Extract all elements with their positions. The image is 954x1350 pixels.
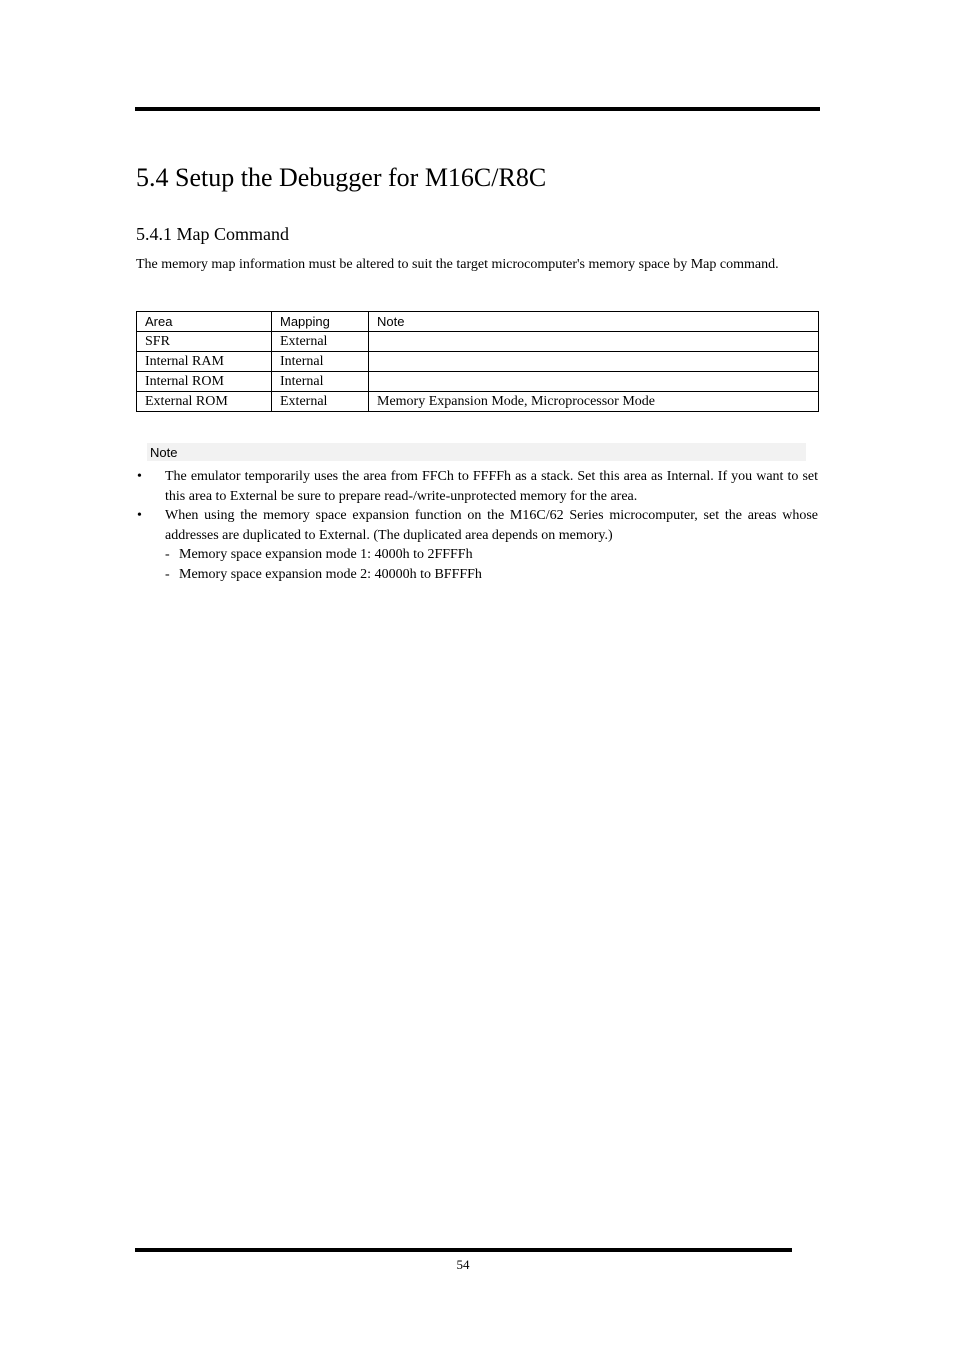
cell-mapping: External xyxy=(272,332,369,352)
note-label: Note xyxy=(150,445,178,460)
table-row xyxy=(137,332,819,352)
header-mapping: Mapping xyxy=(272,312,369,332)
intro-paragraph: The memory map information must be altered to suit the target microcomputer's memory space by Map command. xyxy=(136,257,779,272)
cell-note xyxy=(369,332,819,352)
cell-area: SFR xyxy=(137,332,272,352)
table-header-row xyxy=(137,312,819,332)
header-area: Area xyxy=(137,312,272,332)
table-row xyxy=(137,352,819,372)
cell-area: External ROM xyxy=(137,392,272,412)
sub-list-item xyxy=(165,545,818,565)
header-note: Note xyxy=(369,312,819,332)
table-row xyxy=(137,372,819,392)
cell-note xyxy=(369,372,819,392)
cell-mapping: External xyxy=(272,392,369,412)
dash-icon: - xyxy=(165,566,170,582)
list-item xyxy=(136,467,818,506)
cell-area: Internal ROM xyxy=(137,372,272,392)
header-rule xyxy=(135,107,820,111)
bullet-icon: • xyxy=(137,508,142,523)
cell-area: Internal RAM xyxy=(137,352,272,372)
subsection-title: 5.4.1 Map Command xyxy=(136,224,289,244)
cell-mapping: Internal xyxy=(272,352,369,372)
section-title: 5.4 Setup the Debugger for M16C/R8C xyxy=(136,163,547,192)
list-item xyxy=(136,506,818,584)
footer-rule xyxy=(135,1248,792,1252)
sub-item-text: Memory space expansion mode 1: 4000h to 2FFFFh xyxy=(179,547,473,562)
dash-icon: - xyxy=(165,547,170,562)
table-row xyxy=(137,392,819,412)
sub-list xyxy=(165,545,818,584)
page-number: 54 xyxy=(456,1257,470,1272)
note-label-background xyxy=(147,443,806,461)
map-table xyxy=(136,311,819,412)
sub-item-text: Memory space expansion mode 2: 40000h to BFFFFh xyxy=(179,566,482,582)
cell-note: Memory Expansion Mode, Microprocessor Mode xyxy=(369,392,819,412)
sub-list-item xyxy=(165,565,818,585)
note-text: When using the memory space expansion function on the M16C/62 Series microcomputer, set the areas whose addresses are duplicated to External. (The duplicated area depends on memory.) xyxy=(165,508,818,543)
cell-mapping: Internal xyxy=(272,372,369,392)
bullet-icon: • xyxy=(137,469,142,484)
note-text: The emulator temporarily uses the area from FFCh to FFFFh as a stack. Set this area as Internal. If you want to set this area to External be sure to prepare read-/write-unprotected memory for the area. xyxy=(165,469,818,504)
note-list xyxy=(136,467,818,584)
cell-note xyxy=(369,352,819,372)
